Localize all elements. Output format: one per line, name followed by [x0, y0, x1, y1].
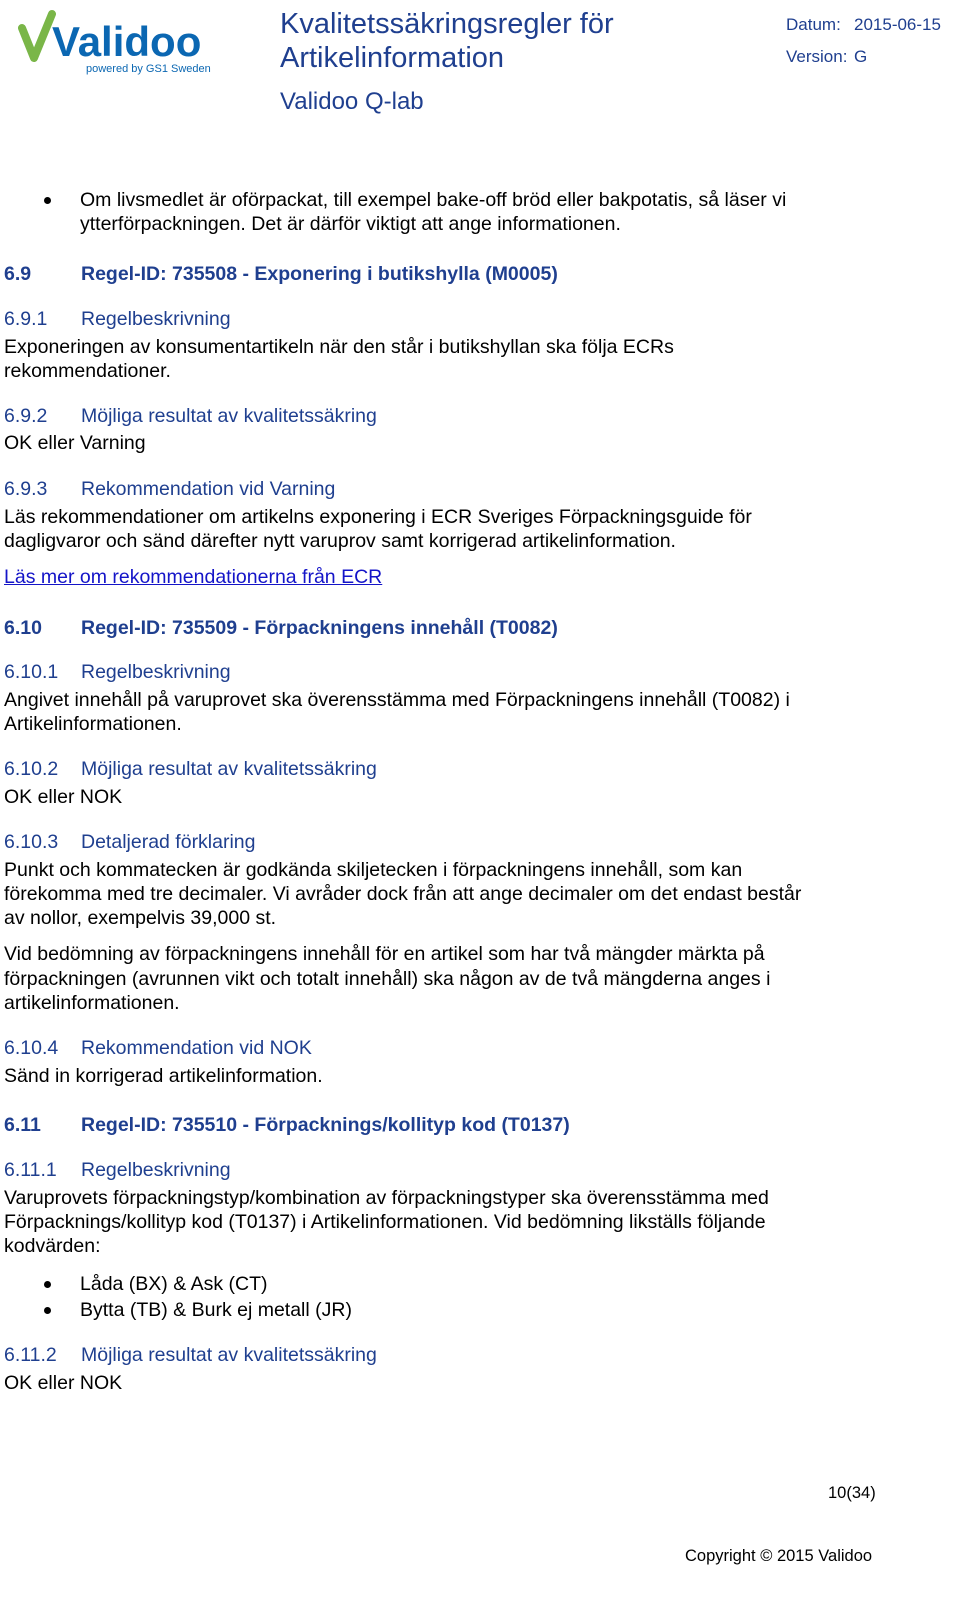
page-number: 10(34): [828, 1484, 876, 1502]
paragraph-line: förekomma med tre decimaler. Vi avråder dock från att ange decimaler om det endast består: [4, 883, 802, 905]
paragraph-line: förpackningen (avrunnen vikt och totalt innehåll) ska någon av de två mängderna anges i: [4, 968, 771, 990]
section-title: Regel-ID: 735509 - Förpackningens innehåll (T0082): [81, 617, 558, 639]
paragraph-line: Sänd in korrigerad artikelinformation.: [4, 1065, 323, 1087]
document-title-line-1: Kvalitetssäkringsregler för: [280, 8, 614, 40]
subsection-number: 6.9.1: [4, 308, 48, 330]
paragraph-line: Punkt och kommatecken är godkända skiljetecken i förpackningens innehåll, som kan: [4, 859, 743, 881]
section-title: Regel-ID: 735508 - Exponering i butikshylla (M0005): [81, 263, 558, 285]
result-text: OK eller NOK: [4, 1372, 123, 1394]
subsection-heading-6-10-2: [4, 758, 377, 781]
section-heading-6-10: [4, 617, 558, 640]
subsection-title: Möjliga resultat av kvalitetssäkring: [81, 405, 377, 427]
list-item: Låda (BX) & Ask (CT): [80, 1273, 268, 1295]
logo-tagline: powered by GS1 Sweden: [86, 63, 211, 75]
paragraph-line: rekommendationer.: [4, 360, 171, 382]
subsection-title: Regelbeskrivning: [81, 1159, 231, 1181]
subsection-number: 6.10.4: [4, 1037, 59, 1059]
subsection-title: Rekommendation vid NOK: [81, 1037, 312, 1059]
paragraph-line: Artikelinformationen.: [4, 713, 182, 735]
subsection-heading-6-10-4: [4, 1037, 312, 1060]
subsection-heading-6-9-1: [4, 308, 231, 331]
section-heading-6-11: [4, 1114, 570, 1137]
subsection-number: 6.10.1: [4, 661, 59, 683]
subsection-heading-6-11-1: [4, 1159, 231, 1182]
paragraph-line: av nollor, exempelvis 39,000 st.: [4, 907, 277, 929]
subsection-title: Möjliga resultat av kvalitetssäkring: [81, 758, 377, 780]
section-number: 6.9: [4, 263, 32, 285]
date-label: Datum:: [786, 15, 841, 34]
bullet-icon: [44, 197, 51, 204]
subsection-number: 6.9.2: [4, 405, 48, 427]
subsection-heading-6-10-1: [4, 661, 231, 684]
paragraph-line: kodvärden:: [4, 1235, 101, 1257]
section-number: 6.11: [4, 1114, 41, 1136]
subsection-number: 6.11.2: [4, 1344, 57, 1366]
section-title: Regel-ID: 735510 - Förpacknings/kollityp kod (T0137): [81, 1114, 570, 1136]
subsection-heading-6-11-2: [4, 1344, 377, 1367]
subsection-title: Rekommendation vid Varning: [81, 478, 336, 500]
version-value: G: [854, 47, 868, 66]
subsection-title: Regelbeskrivning: [81, 661, 231, 683]
result-text: OK eller Varning: [4, 432, 146, 454]
paragraph-line: Angivet innehåll på varuprovet ska överensstämma med Förpackningens innehåll (T0082) i: [4, 689, 790, 711]
logo-wordmark: Validoo: [52, 18, 202, 65]
subsection-number: 6.9.3: [4, 478, 48, 500]
subsection-number: 6.10.2: [4, 758, 59, 780]
subsection-title: Regelbeskrivning: [81, 308, 231, 330]
ecr-recommendations-link[interactable]: Läs mer om rekommendationerna från ECR: [4, 566, 383, 588]
paragraph-line: Förpacknings/kollityp kod (T0137) i Artikelinformationen. Vid bedömning likställs följande: [4, 1211, 766, 1233]
intro-bullet-line-2: ytterförpackningen. Det är därför viktigt att ange informationen.: [80, 213, 621, 235]
paragraph-line: Läs rekommendationer om artikelns exponering i ECR Sveriges Förpackningsguide för: [4, 506, 752, 528]
section-heading-6-9: [4, 263, 558, 286]
date-value: 2015-06-15: [854, 15, 941, 34]
validoo-logo-graphic: [18, 8, 218, 78]
paragraph-line: Exponeringen av konsumentartikeln när den står i butikshyllan ska följa ECRs: [4, 336, 674, 358]
copyright-notice: Copyright © 2015 Validoo: [685, 1547, 873, 1565]
subsection-heading-6-10-3: [4, 831, 256, 854]
subsection-number: 6.11.1: [4, 1159, 57, 1181]
bullet-icon: [44, 1281, 51, 1288]
validoo-logo: [18, 8, 218, 78]
paragraph-line: Varuprovets förpackningstyp/kombination av förpackningstyper ska överensstämma med: [4, 1187, 769, 1209]
subsection-title: Möjliga resultat av kvalitetssäkring: [81, 1344, 377, 1366]
subsection-number: 6.10.3: [4, 831, 59, 853]
document-subtitle: Validoo Q-lab: [280, 88, 424, 115]
subsection-title: Detaljerad förklaring: [81, 831, 256, 853]
paragraph-line: artikelinformationen.: [4, 992, 180, 1014]
section-number: 6.10: [4, 617, 42, 639]
intro-bullet-line-1: Om livsmedlet är oförpackat, till exempel bake-off bröd eller bakpotatis, så läser vi: [80, 189, 787, 211]
subsection-heading-6-9-2: [4, 405, 377, 428]
result-text: OK eller NOK: [4, 786, 123, 808]
paragraph-line: Vid bedömning av förpackningens innehåll för en artikel som har två mängder märkta på: [4, 943, 765, 965]
list-item: Bytta (TB) & Burk ej metall (JR): [80, 1299, 352, 1321]
version-label: Version:: [786, 47, 848, 66]
subsection-heading-6-9-3: [4, 478, 335, 501]
bullet-icon: [44, 1307, 51, 1314]
document-title-line-2: Artikelinformation: [280, 42, 505, 74]
paragraph-line: dagligvaror och sänd därefter nytt varuprov samt korrigerad artikelinformation.: [4, 530, 676, 552]
